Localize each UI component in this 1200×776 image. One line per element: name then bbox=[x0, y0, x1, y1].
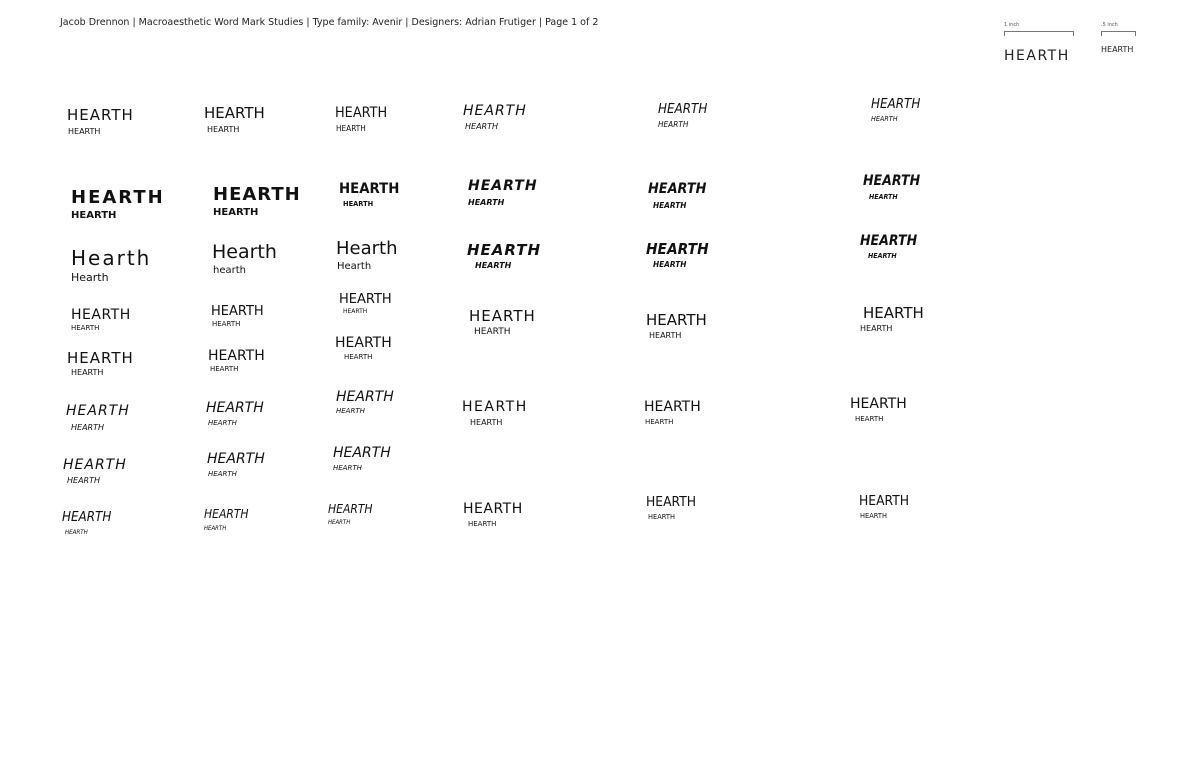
wordmark-study bbox=[328, 503, 378, 526]
wordmark-subtitle: HEARTH bbox=[653, 260, 687, 269]
wordmark-study bbox=[859, 495, 912, 520]
wordmark-title: HEARTH bbox=[871, 97, 921, 112]
wordmark-study bbox=[71, 308, 131, 332]
wordmark-title: HEARTH bbox=[213, 184, 301, 205]
wordmark-subtitle: HEARTH bbox=[210, 365, 239, 373]
wordmark-title: HEARTH bbox=[328, 502, 373, 516]
wordmark-study bbox=[850, 397, 907, 423]
wordmark-title: HEARTH bbox=[860, 233, 918, 249]
scale-bar bbox=[1101, 31, 1136, 36]
wordmark-title: HEARTH bbox=[67, 106, 134, 124]
wordmark-study bbox=[67, 351, 134, 377]
wordmark-title: HEARTH bbox=[71, 307, 131, 323]
wordmark-subtitle: Hearth bbox=[71, 271, 109, 284]
wordmark-subtitle: HEARTH bbox=[475, 261, 512, 270]
wordmark-title: HEARTH bbox=[211, 304, 264, 319]
wordmark-title: HEARTH bbox=[644, 399, 701, 415]
wordmark-study bbox=[212, 243, 277, 276]
wordmark-title: HEARTH bbox=[469, 307, 536, 325]
wordmark-study bbox=[208, 349, 265, 373]
wordmark-study bbox=[339, 182, 403, 208]
wordmark-study bbox=[204, 508, 254, 532]
wordmark-study bbox=[62, 511, 116, 536]
wordmark-title: HEARTH bbox=[66, 403, 130, 419]
scale-reference-large bbox=[1004, 22, 1074, 64]
scale-label: .5 inch bbox=[1101, 22, 1118, 28]
wordmark-subtitle: HEARTH bbox=[645, 418, 674, 426]
wordmark-title: HEARTH bbox=[206, 400, 264, 416]
wordmark-study bbox=[646, 496, 699, 521]
scale-wordmark: HEARTH bbox=[1101, 45, 1134, 54]
wordmark-subtitle: HEARTH bbox=[343, 308, 368, 315]
wordmark-subtitle: HEARTH bbox=[871, 115, 898, 123]
wordmark-title: HEARTH bbox=[204, 104, 265, 122]
wordmark-title: HEARTH bbox=[850, 396, 907, 412]
wordmark-subtitle: HEARTH bbox=[868, 252, 897, 260]
wordmark-study bbox=[211, 305, 264, 328]
wordmark-subtitle: HEARTH bbox=[333, 464, 362, 472]
wordmark-title: HEARTH bbox=[648, 181, 707, 197]
wordmark-subtitle: HEARTH bbox=[68, 127, 101, 136]
wordmark-title: HEARTH bbox=[63, 457, 127, 473]
wordmark-subtitle: HEARTH bbox=[344, 353, 373, 361]
wordmark-title: HEARTH bbox=[62, 510, 112, 525]
wordmark-subtitle: HEARTH bbox=[204, 525, 227, 532]
wordmark-study bbox=[463, 502, 523, 528]
wordmark-study bbox=[463, 104, 527, 131]
wordmark-subtitle: HEARTH bbox=[653, 201, 687, 210]
wordmark-subtitle: HEARTH bbox=[468, 198, 505, 207]
wordmark-title: HEARTH bbox=[462, 399, 528, 415]
wordmark-title: HEARTH bbox=[859, 494, 910, 509]
wordmark-study bbox=[335, 336, 392, 361]
wordmark-study bbox=[339, 293, 392, 315]
wordmark-study bbox=[336, 390, 394, 415]
wordmark-subtitle: HEARTH bbox=[336, 124, 366, 133]
wordmark-study bbox=[71, 189, 165, 221]
wordmark-title: HEARTH bbox=[339, 181, 400, 197]
wordmark-subtitle: Hearth bbox=[337, 261, 372, 272]
wordmark-study bbox=[462, 400, 528, 427]
wordmark-subtitle: HEARTH bbox=[336, 407, 365, 415]
wordmark-study bbox=[469, 309, 536, 337]
wordmark-subtitle: HEARTH bbox=[67, 476, 101, 485]
wordmark-title: HEARTH bbox=[468, 178, 538, 194]
wordmark-study bbox=[467, 243, 541, 270]
wordmark-subtitle: HEARTH bbox=[71, 423, 105, 432]
wordmark-study bbox=[646, 242, 714, 269]
wordmark-subtitle: HEARTH bbox=[855, 415, 884, 423]
wordmark-study bbox=[66, 404, 130, 432]
wordmark-subtitle: HEARTH bbox=[328, 519, 351, 526]
wordmark-subtitle: hearth bbox=[213, 265, 246, 276]
wordmark-subtitle: HEARTH bbox=[213, 207, 259, 218]
wordmark-study bbox=[658, 103, 712, 129]
wordmark-title: HEARTH bbox=[646, 240, 709, 258]
wordmark-subtitle: HEARTH bbox=[207, 125, 240, 134]
wordmark-title: HEARTH bbox=[335, 105, 388, 121]
wordmark-subtitle: HEARTH bbox=[208, 419, 237, 427]
wordmark-study bbox=[871, 98, 925, 123]
wordmark-title: HEARTH bbox=[336, 389, 394, 405]
wordmark-subtitle: HEARTH bbox=[474, 327, 511, 337]
wordmark-title: Hearth bbox=[212, 241, 277, 263]
wordmark-study bbox=[860, 234, 924, 260]
wordmark-study bbox=[863, 174, 927, 201]
wordmark-title: HEARTH bbox=[339, 292, 392, 307]
scale-bar bbox=[1004, 31, 1074, 36]
wordmark-study bbox=[71, 248, 151, 283]
scale-label: 1 inch bbox=[1004, 22, 1020, 28]
wordmark-study bbox=[67, 108, 134, 136]
wordmark-study bbox=[204, 106, 265, 134]
wordmark-study bbox=[648, 182, 712, 210]
wordmark-study bbox=[468, 179, 538, 207]
wordmark-subtitle: HEARTH bbox=[343, 200, 374, 208]
wordmark-subtitle: HEARTH bbox=[468, 520, 497, 528]
wordmark-study bbox=[644, 400, 701, 426]
wordmark-subtitle: HEARTH bbox=[71, 210, 117, 221]
wordmark-study bbox=[213, 186, 301, 218]
wordmark-study bbox=[646, 313, 707, 340]
wordmark-subtitle: HEARTH bbox=[869, 193, 898, 201]
wordmark-title: HEARTH bbox=[646, 495, 697, 510]
wordmark-title: Hearth bbox=[336, 238, 398, 259]
wordmark-study bbox=[336, 240, 398, 272]
wordmark-study bbox=[860, 304, 924, 333]
wordmark-title: HEARTH bbox=[646, 311, 707, 329]
wordmark-title: HEARTH bbox=[335, 335, 392, 351]
wordmark-subtitle: HEARTH bbox=[208, 470, 237, 478]
wordmark-subtitle: HEARTH bbox=[465, 122, 499, 131]
wordmark-title: HEARTH bbox=[467, 241, 542, 259]
wordmark-subtitle: HEARTH bbox=[658, 120, 689, 129]
wordmark-subtitle: HEARTH bbox=[71, 368, 104, 377]
wordmark-title: HEARTH bbox=[333, 445, 391, 461]
wordmark-title: HEARTH bbox=[208, 348, 265, 364]
wordmark-subtitle: HEARTH bbox=[65, 529, 88, 536]
wordmark-study bbox=[333, 446, 391, 472]
wordmark-subtitle: HEARTH bbox=[212, 320, 241, 328]
wordmark-title: HEARTH bbox=[463, 501, 523, 517]
wordmark-title: HEARTH bbox=[463, 103, 527, 119]
wordmark-study bbox=[207, 452, 265, 478]
wordmark-subtitle: HEARTH bbox=[71, 324, 100, 332]
wordmark-title: HEARTH bbox=[863, 304, 924, 322]
wordmark-study bbox=[63, 458, 127, 485]
scale-reference-small bbox=[1101, 22, 1136, 54]
wordmark-title: HEARTH bbox=[204, 507, 249, 521]
page-header: Jacob Drennon | Macroaesthetic Word Mark Studies | Type family: Avenir | Designers: Adrian Frutiger | Page 1 of 2 bbox=[60, 17, 599, 28]
wordmark-title: HEARTH bbox=[207, 451, 265, 467]
wordmark-title: HEARTH bbox=[71, 187, 165, 208]
wordmark-subtitle: HEARTH bbox=[860, 324, 893, 333]
wordmark-title: Hearth bbox=[71, 246, 152, 270]
wordmark-study bbox=[206, 401, 264, 427]
wordmark-title: HEARTH bbox=[863, 173, 921, 189]
wordmark-study bbox=[335, 106, 392, 133]
wordmark-subtitle: HEARTH bbox=[860, 512, 887, 520]
wordmark-subtitle: HEARTH bbox=[470, 418, 503, 427]
scale-wordmark: HEARTH bbox=[1004, 48, 1070, 64]
wordmark-title: HEARTH bbox=[67, 349, 134, 367]
wordmark-subtitle: HEARTH bbox=[648, 513, 675, 521]
wordmark-subtitle: HEARTH bbox=[649, 331, 682, 340]
wordmark-title: HEARTH bbox=[658, 102, 708, 117]
